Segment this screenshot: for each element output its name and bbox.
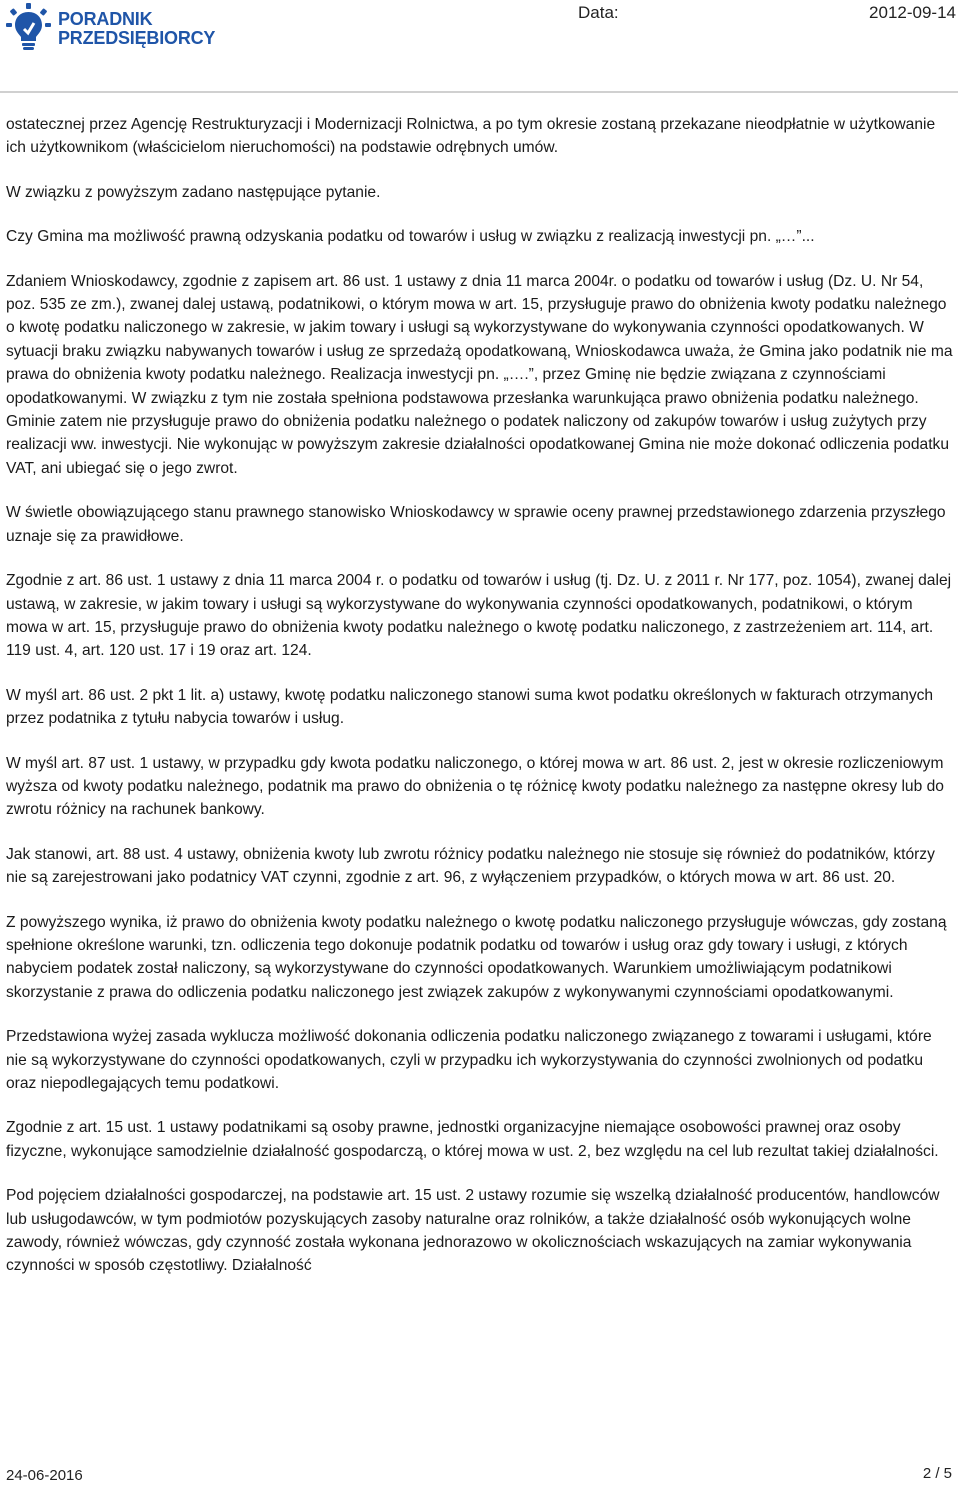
paragraph: Z powyższego wynika, iż prawo do obniżenia kwoty podatku należnego o kwotę podatku naliczonego przysługuje wówczas, gdy zostaną spełnione określone warunki, tzn. odliczenia tego dokonuje podatnik podatku od towarów i usług oraz gdy towary i usługi, z których nabyciem podatek został naliczony, są wykorzystywane do czynności opodatkowanych. Warunkiem umożliwiającym podatnikowi skorzystanie z prawa do odliczenia podatku naliczonego jest związek zakupów z wykonywanymi czynnościami opodatkowanymi. [6,913,947,1001]
logo-text [58,10,215,48]
paragraph: Zdaniem Wnioskodawcy, zgodnie z zapisem art. 86 ust. 1 ustawy z dnia 11 marca 2004r. o podatku od towarów i usług (Dz. U. Nr 54, poz. 535 ze zm.), zwanej dalej ustawą, podatnikowi, o którym mowa w art. 15, przysługuje prawo do obniżenia kwoty podatku należnego o kwotę podatku naliczonego w zakresie, w jakim towary i usługi są wykorzystywane do wykonywania czynności opodatkowanych. W sytuacji braku związku nabywanych towarów i usług ze sprzedażą opodatkowaną, Wnioskodawca uważa, że Gmina jako podatnik nie ma prawa do obniżenia kwoty podatku należnego. Realizacja inwestycji pn. „….”, przez Gminę nie będzie związana z czynnościami opodatkowanymi. W związku z tym nie została spełniona podstawowa przesłanka warunkująca prawo obniżenia podatku należnego. Gminie zatem nie przysługuje prawo do obniżenia podatku należnego o podatek naliczony od zakupów towarów i usług zużytych przy realizacji ww. inwestycji. Nie wykonując w powyższym zakresie działalności opodatkowanej Gmina nie może dokonać odliczenia podatku VAT, ani ubiegać się o jego zwrot. [6,272,953,477]
document-body [6,113,956,1299]
paragraph: W związku z powyższym zadano następujące pytanie. [6,183,381,201]
lightbulb-icon [6,3,52,53]
logo[interactable] [6,2,226,54]
page-number: 2 / 5 [922,1465,952,1482]
logo-line-2: PRZEDSIĘBIORCY [58,28,216,48]
date-value: 2012-09-14 [869,3,956,22]
paragraph: Pod pojęciem działalności gospodarczej, na podstawie art. 15 ust. 2 ustawy rozumie się wszelką działalność producentów, handlowców lub usługodawców, w tym podmiotów pozyskujących zasoby naturalne oraz rolników, a także działalność osób wykonujących wolne zawody, również wówczas, gdy czynność została wykonana jednorazowo w okolicznościach wskazujących na zamiar wykonywania czynności w sposób częstotliwy. Działalność [6,1187,940,1275]
paragraph: W myśl art. 87 ust. 1 ustawy, w przypadku gdy kwota podatku naliczonego, o której mowa w art. 86 ust. 2, jest w okresie rozliczeniowym wyższa od kwoty podatku należnego, podatnik ma prawo do obniżenia o tę różnicę kwoty podatku należnego za następne okresy lub do zwrotu różnicy na rachunek bankowy. [6,754,944,819]
header-divider [0,91,958,93]
paragraph: Przedstawiona wyżej zasada wyklucza możliwość dokonania odliczenia podatku naliczonego związanego z towarami i usługami, które nie są wykorzystywane do czynności opodatkowanych, czyli w przypadku ich wykorzystywania do czynności zwolnionych od podatku oraz niepodlegających temu podatkowi. [6,1028,932,1092]
page-header [0,0,960,92]
paragraph: Jak stanowi, art. 88 ust. 4 ustawy, obniżenia kwoty lub zwrotu różnicy podatku należnego nie stosuje się również do podatników, którzy nie są zarejestrowani jako podatnicy VAT czynni, zgodnie z art. 96, z wyłączeniem przypadków, o których mowa w art. 86 ust. 20. [6,845,935,887]
paragraph: Zgodnie z art. 86 ust. 1 ustawy z dnia 11 marca 2004 r. o podatku od towarów i usług (tj. Dz. U. z 2011 r. Nr 177, poz. 1054), zwanej dalej ustawą, w zakresie, w jakim towary i usługi są wykorzystywane do wykonywania czynności opodatkowanych, podatnikowi, o którym mowa w art. 15, przysługuje prawo do obniżenia kwoty podatku należnego o kwotę podatku naliczonego, z zastrzeżeniem art. 114, art. 119 ust. 4, art. 120 ust. 17 i 19 oraz art. 124. [6,572,952,660]
paragraph: W świetle obowiązującego stanu prawnego stanowisko Wnioskodawcy w sprawie oceny prawnej przedstawionego zdarzenia przyszłego uznaje się za prawidłowe. [6,504,946,545]
paragraph: W myśl art. 86 ust. 2 pkt 1 lit. a) ustawy, kwotę podatku naliczonego stanowi suma kwot podatku określonych w fakturach otrzymanych przez podatnika z tytułu nabycia towarów i usług. [6,686,934,728]
paragraph: Czy Gmina ma możliwość prawną odzyskania podatku od towarów i usług w związku z realizacją inwestycji pn. „…”... [6,228,815,246]
paragraph: ostatecznej przez Agencję Restrukturyzacji i Modernizacji Rolnictwa, a po tym okresie zostaną przekazane nieodpłatnie w użytkowanie ich użytkownikom (właścicielom nieruchomości) na podstawie odrębnych umów. [6,116,936,157]
paragraph: Zgodnie z art. 15 ust. 1 ustawy podatnikami są osoby prawne, jednostki organizacyjne niemające osobowości prawnej oraz osoby fizyczne, wykonujące samodzielnie działalność gospodarczą, o której mowa w ust. 2, bez względu na cel lub rezultat takiej działalności. [6,1119,939,1160]
date-label: Data: [578,3,619,22]
logo-line-1: PORADNIK [58,9,153,29]
footer-date: 24-06-2016 [6,1467,83,1484]
